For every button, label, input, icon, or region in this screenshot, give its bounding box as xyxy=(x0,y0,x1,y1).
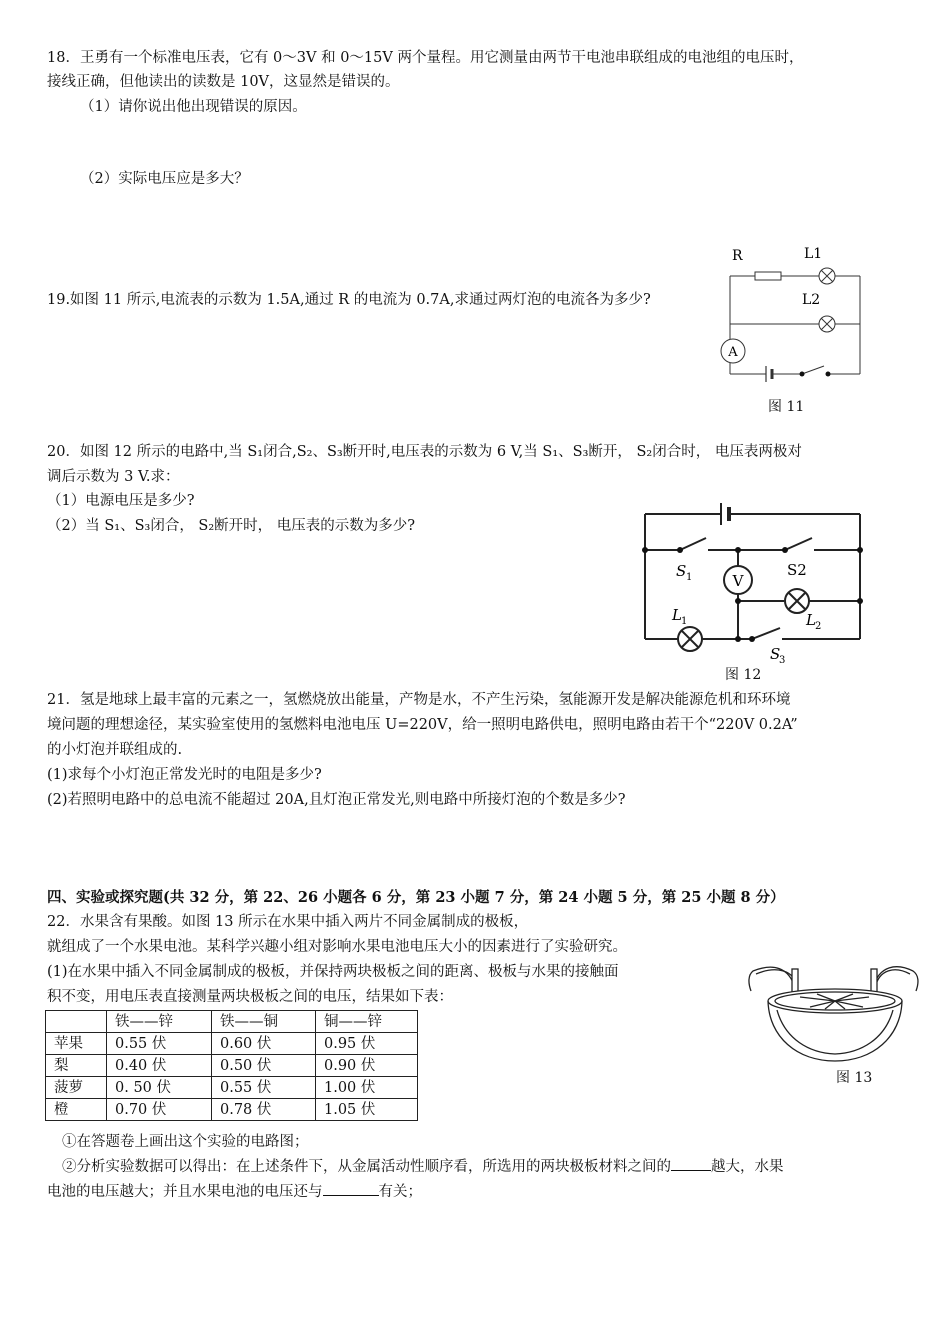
fig11-label-l1: L1 xyxy=(804,246,823,262)
q19-text: 19.如图 11 所示,电流表的示数为 1.5A,通过 R 的电流为 0.7A,求通过两灯泡的电流各为多少? xyxy=(47,292,651,308)
table-cell: 0. 50 伏 xyxy=(107,1077,212,1099)
fig11-label-l2: L2 xyxy=(802,292,821,308)
table-cell: 苹果 xyxy=(46,1033,107,1055)
figure-12-caption: 图 12 xyxy=(725,667,762,683)
table-cell: 0.90 伏 xyxy=(316,1055,418,1077)
q21-line3: 的小灯泡并联组成的. xyxy=(47,742,183,758)
figure-13-caption: 图 13 xyxy=(836,1070,873,1086)
q21-line2: 境问题的理想途径，某实验室使用的氢燃料电池电压 U=220V，给一照明电路供电，照明电路由若干个“220V 0.2A” xyxy=(47,717,798,733)
table-row xyxy=(46,1099,418,1121)
table-cell: 梨 xyxy=(46,1055,107,1077)
fig11-ammeter-label: A xyxy=(728,345,738,360)
q18-sub2: （2）实际电压应是多大？ xyxy=(80,171,249,187)
table-cell: 0.78 伏 xyxy=(212,1099,316,1121)
answer-blank-2[interactable] xyxy=(323,1181,379,1196)
q22-line2: 就组成了一个水果电池。某科学兴趣小组对影响水果电池电压大小的因素进行了实验研究。 xyxy=(47,939,627,955)
fig12-label-s1: S xyxy=(676,562,687,580)
q22-item2-c: 电池的电压越大；并且水果电池的电压还与 xyxy=(47,1184,323,1200)
fig12-label-l2-sub: 2 xyxy=(815,621,822,632)
table-row xyxy=(46,1055,418,1077)
q22-item2-d: 有关； xyxy=(378,1184,422,1200)
q22-item2-line1 xyxy=(62,1156,784,1177)
q18-sub1: （1）请你说出他出现错误的原因。 xyxy=(80,99,307,115)
q20-line2: 调后示数为 3 V.求： xyxy=(47,469,180,485)
table-cell: 1.00 伏 xyxy=(316,1077,418,1099)
q22-line1: 22．水果含有果酸。如图 13 所示在水果中插入两片不同金属制成的极板， xyxy=(47,914,529,930)
fig12-label-s1-sub: 1 xyxy=(686,572,693,583)
fig12-label-s3: S xyxy=(770,645,781,663)
q21-sub1: (1)求每个小灯泡正常发光时的电阻是多少? xyxy=(47,767,322,783)
table-header-cell: 铁——铜 xyxy=(212,1011,316,1033)
table-header-row xyxy=(46,1011,418,1033)
fig12-label-l2: L xyxy=(806,611,816,629)
q21-sub2: (2)若照明电路中的总电流不能超过 20A,且灯泡正常发光,则电路中所接灯泡的个数是多少? xyxy=(47,792,626,808)
table-cell: 0.50 伏 xyxy=(212,1055,316,1077)
table-cell: 菠萝 xyxy=(46,1077,107,1099)
table-header-cell: 铁——锌 xyxy=(107,1011,212,1033)
q18-line1: 18．王勇有一个标准电压表，它有 0～3V 和 0～15V 两个量程。用它测量由两节干电池串联组成的电池组的电压时， xyxy=(47,50,804,66)
table-cell: 0.55 伏 xyxy=(107,1033,212,1055)
fig11-label-r: R xyxy=(732,248,743,264)
q22-item2-b: 越大，水果 xyxy=(711,1159,784,1175)
answer-blank-1[interactable] xyxy=(671,1156,711,1171)
q20-line1: 20．如图 12 所示的电路中,当 S₁闭合,S₂、S₃断开时,电压表的示数为 6 V,当 S₁、S₃断开， S₂闭合时， 电压表两极对 xyxy=(47,444,802,460)
table-row xyxy=(46,1033,418,1055)
fig11-resistor xyxy=(755,272,781,280)
section4-heading: 四、实验或探究题(共 32 分，第 22、26 小题各 6 分，第 23 小题 7 分，第 24 小题 5 分，第 25 小题 8 分） xyxy=(47,889,785,906)
table-row xyxy=(46,1077,418,1099)
q18-line2: 接线正确，但他读出的读数是 10V，这显然是错误的。 xyxy=(47,74,400,90)
fig12-label-l1-sub: 1 xyxy=(681,616,688,627)
table-header-cell xyxy=(46,1011,107,1033)
q20-sub1: （1）电源电压是多少? xyxy=(47,493,195,509)
table-cell: 0.55 伏 xyxy=(212,1077,316,1099)
table-cell: 0.40 伏 xyxy=(107,1055,212,1077)
table-header-cell: 铜——锌 xyxy=(316,1011,418,1033)
table-cell: 0.70 伏 xyxy=(107,1099,212,1121)
figure-11-caption: 图 11 xyxy=(768,399,805,415)
figure-11-circuit xyxy=(700,240,880,390)
table-cell: 1.05 伏 xyxy=(316,1099,418,1121)
figure-13-fruit-battery xyxy=(745,955,925,1065)
fig12-label-l1: L xyxy=(672,606,682,624)
q22-item2-line2 xyxy=(47,1181,422,1202)
fig12-voltmeter-label: V xyxy=(732,572,744,590)
q20-sub2: （2）当 S₁、S₃闭合， S₂断开时， 电压表的示数为多少? xyxy=(47,518,416,534)
table-cell: 0.60 伏 xyxy=(212,1033,316,1055)
fruit-battery-table xyxy=(45,1010,418,1121)
fig12-label-s3-sub: 3 xyxy=(779,655,786,666)
table-cell: 橙 xyxy=(46,1099,107,1121)
q22-line4: 积不变，用电压表直接测量两块极板之间的电压，结果如下表： xyxy=(47,989,453,1005)
figure-12-circuit xyxy=(640,498,870,668)
q22-item1: ①在答题卷上画出这个实验的电路图； xyxy=(62,1134,309,1150)
fig12-label-s2: S2 xyxy=(787,561,807,579)
q22-line3: (1)在水果中插入不同金属制成的极板，并保持两块极板之间的距离、极板与水果的接触面 xyxy=(47,964,619,980)
table-cell: 0.95 伏 xyxy=(316,1033,418,1055)
q21-line1: 21．氢是地球上最丰富的元素之一，氢燃烧放出能量，产物是水，不产生污染，氢能源开发是解决能源危机和环环境 xyxy=(47,692,791,708)
q22-item2-a: ②分析实验数据可以得出：在上述条件下，从金属活动性顺序看，所选用的两块极板材料之间的 xyxy=(62,1159,671,1175)
